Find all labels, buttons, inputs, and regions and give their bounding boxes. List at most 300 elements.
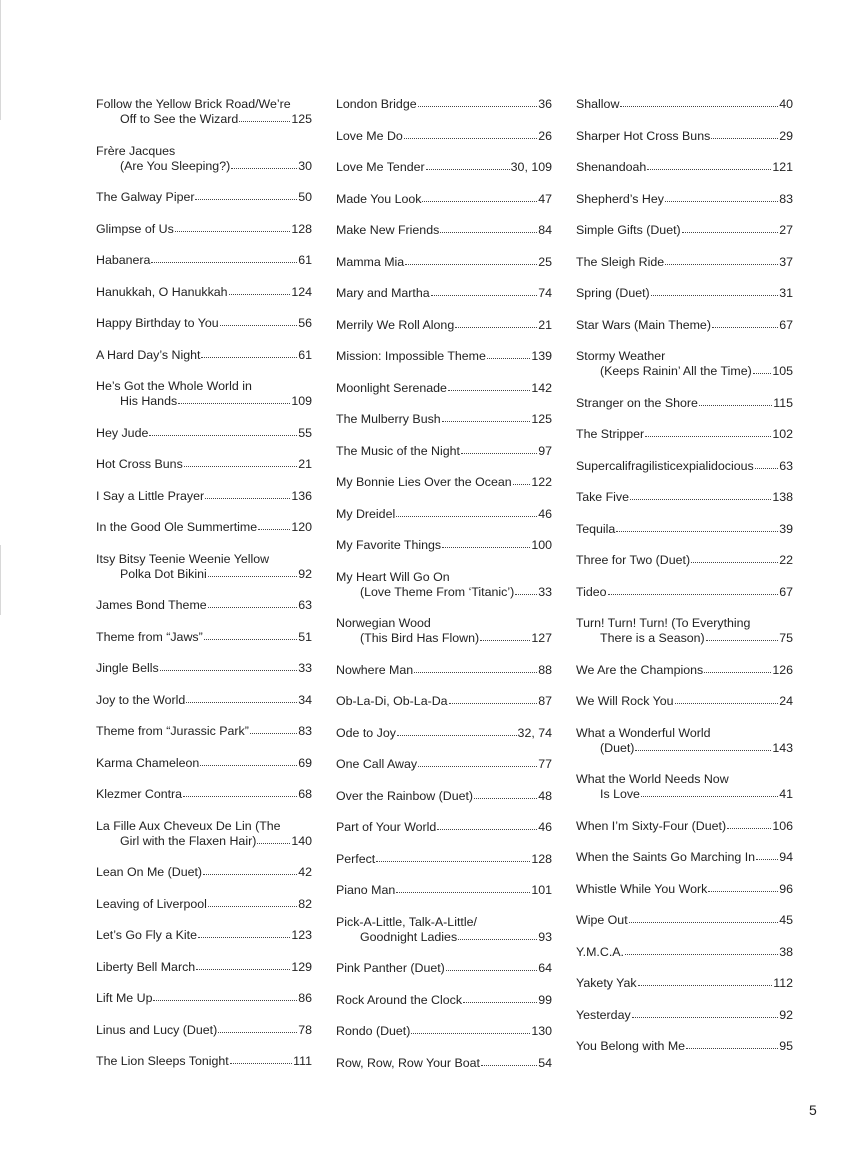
entry-page-number: 40 <box>779 97 793 111</box>
dot-leader <box>149 434 297 436</box>
entry-page-number: 33 <box>298 661 312 675</box>
dot-leader <box>455 326 537 328</box>
index-entry <box>576 585 793 600</box>
dot-leader <box>515 593 537 595</box>
dot-leader <box>258 528 290 530</box>
entry-page-number: 61 <box>298 253 312 267</box>
entry-page-number: 61 <box>298 347 312 362</box>
index-entry <box>576 819 793 834</box>
entry-page-number: 31 <box>779 286 793 300</box>
index-entry <box>576 882 793 897</box>
entry-title: He’s Got the Whole World in <box>96 379 252 393</box>
index-entry <box>96 661 312 676</box>
entry-page-number: 106 <box>772 818 793 833</box>
index-entry <box>576 726 793 756</box>
entry-title: Itsy Bitsy Teenie Weenie Yellow <box>96 551 270 566</box>
index-entry <box>336 97 552 112</box>
entry-title: Happy Birthday to You <box>96 316 219 330</box>
entry-title: Shallow <box>576 97 620 111</box>
entry-title: There is a Season) <box>600 631 705 645</box>
entry-page-number: 111 <box>293 1054 312 1068</box>
dot-leader <box>630 498 771 500</box>
entry-page-number: 41 <box>779 787 793 801</box>
dot-leader <box>665 263 778 265</box>
index-entry <box>96 426 312 441</box>
entry-page-number: 38 <box>779 944 793 959</box>
entry-title: Shepherd’s Hey <box>576 191 664 206</box>
entry-title: Nowhere Man <box>336 662 414 677</box>
entry-page-number: 86 <box>298 991 312 1005</box>
dot-leader <box>756 858 778 860</box>
dot-leader <box>186 701 297 703</box>
entry-title: Jingle Bells <box>96 661 159 675</box>
entry-title: Norwegian Wood <box>336 616 431 630</box>
entry-title: In the Good Ole Summertime <box>96 520 258 534</box>
dot-leader <box>487 357 530 359</box>
index-entry <box>96 724 312 739</box>
index-entry <box>96 457 312 472</box>
index-entry <box>576 160 793 175</box>
entry-page-number: 92 <box>779 1007 793 1022</box>
entry-page-number: 143 <box>772 740 793 755</box>
entry-title: Yakety Yak <box>576 976 637 990</box>
entry-title: One Call Away <box>336 757 418 771</box>
entry-page-number: 22 <box>779 553 793 567</box>
index-entry <box>336 883 552 898</box>
index-entry <box>336 538 552 553</box>
dot-leader <box>205 497 290 499</box>
index-entry <box>336 694 552 709</box>
entry-title: Mary and Martha <box>336 286 430 300</box>
dot-leader <box>638 984 773 986</box>
entry-page-number: 88 <box>538 662 552 677</box>
entry-title: Shenandoah <box>576 160 647 174</box>
entry-page-number: 122 <box>531 475 552 489</box>
entry-page-number: 32, 74 <box>517 725 552 740</box>
entry-title: My Heart Will Go On <box>336 569 450 584</box>
index-entry <box>576 1039 793 1054</box>
entry-title: Love Me Tender <box>336 160 425 174</box>
dot-leader <box>651 294 779 296</box>
entry-page-number: 21 <box>538 317 552 332</box>
entry-page-number: 99 <box>538 992 552 1007</box>
entry-title: Liberty Bell March <box>96 959 196 974</box>
dot-leader <box>753 372 772 374</box>
dot-leader <box>463 1001 537 1003</box>
dot-leader <box>422 200 537 202</box>
dot-leader <box>449 702 538 704</box>
entry-page-number: 120 <box>291 520 312 534</box>
index-entry <box>336 349 552 364</box>
entry-title: When the Saints Go Marching In <box>576 850 756 864</box>
entry-title: Off to See the Wizard <box>120 112 239 126</box>
entry-title: Sharper Hot Cross Buns <box>576 128 711 143</box>
dot-leader <box>203 873 297 875</box>
dot-leader <box>404 137 537 139</box>
entry-page-number: 46 <box>538 506 552 521</box>
entry-page-number: 125 <box>291 112 312 126</box>
index-entry <box>576 223 793 238</box>
entry-title: Tequila <box>576 521 616 536</box>
entry-title: Star Wars (Main Theme) <box>576 317 711 332</box>
entry-title: Rock Around the Clock <box>336 992 463 1007</box>
entry-page-number: 29 <box>779 128 793 143</box>
entry-title: We Are the Champions <box>576 662 704 677</box>
index-entry <box>96 379 312 409</box>
entry-page-number: 50 <box>298 190 312 204</box>
entry-title: Make New Friends <box>336 223 440 237</box>
entry-title: Habanera <box>96 253 151 267</box>
index-entry <box>96 1054 312 1069</box>
entry-title: Hey Jude <box>96 425 149 440</box>
dot-leader <box>196 968 290 970</box>
entry-title: Simple Gifts (Duet) <box>576 223 681 237</box>
dot-leader <box>208 606 298 608</box>
entry-title: Hanukkah, O Hanukkah <box>96 284 228 299</box>
dot-leader <box>418 765 537 767</box>
entry-title: Girl with the Flaxen Hair) <box>120 833 257 848</box>
entry-title: The Galway Piper <box>96 190 195 204</box>
dot-leader <box>204 638 297 640</box>
entry-page-number: 69 <box>298 755 312 770</box>
index-entry <box>336 223 552 238</box>
entry-page-number: 26 <box>538 128 552 143</box>
dot-leader <box>411 1032 530 1034</box>
entry-title: Tideo <box>576 584 607 599</box>
index-entry <box>576 553 793 568</box>
index-entry <box>96 520 312 535</box>
page-edge-mark <box>0 545 1 615</box>
entry-title: (This Bird Has Flown) <box>360 631 480 645</box>
dot-leader <box>629 921 779 923</box>
entry-page-number: 94 <box>779 850 793 864</box>
entry-title: Frère Jacques <box>96 143 176 158</box>
entry-title: My Bonnie Lies Over the Ocean <box>336 475 512 489</box>
entry-page-number: 83 <box>779 191 793 206</box>
entry-page-number: 21 <box>298 457 312 471</box>
entry-page-number: 33 <box>538 584 552 599</box>
dot-leader <box>208 905 297 907</box>
dot-leader <box>229 293 291 295</box>
index-entry <box>336 663 552 678</box>
index-entry <box>96 348 312 363</box>
entry-page-number: 129 <box>291 959 312 974</box>
dot-leader <box>691 561 778 563</box>
entry-page-number: 82 <box>298 896 312 911</box>
entry-title: Theme from “Jaws” <box>96 629 203 644</box>
entry-title: Is Love <box>600 787 640 801</box>
entry-title: His Hands <box>120 394 178 408</box>
dot-leader <box>218 1031 297 1033</box>
dot-leader <box>704 671 771 673</box>
index-entry <box>576 522 793 537</box>
index-column-1 <box>96 97 312 1086</box>
index-entry <box>96 1023 312 1038</box>
index-entry <box>336 789 552 804</box>
dot-leader <box>632 1016 779 1018</box>
entry-title: Theme from “Jurassic Park” <box>96 724 249 738</box>
index-entry <box>336 475 552 490</box>
entry-title: The Sleigh Ride <box>576 254 665 269</box>
entry-page-number: 95 <box>779 1039 793 1053</box>
entry-title: La Fille Aux Cheveux De Lin (The <box>96 818 281 833</box>
entry-title: Goodnight Ladies <box>360 929 458 944</box>
index-entry <box>576 850 793 865</box>
dot-leader <box>665 200 778 202</box>
entry-title: Piano Man <box>336 883 396 897</box>
index-entry <box>336 381 552 396</box>
index-entry <box>336 1024 552 1039</box>
entry-page-number: 77 <box>538 757 552 771</box>
entry-page-number: 142 <box>531 380 552 395</box>
entry-page-number: 68 <box>298 787 312 801</box>
entry-page-number: 30 <box>298 158 312 173</box>
entry-page-number: 51 <box>298 629 312 644</box>
dot-leader <box>195 198 297 200</box>
dot-leader <box>414 671 537 673</box>
index-entry <box>96 960 312 975</box>
entry-title: Ob-La-Di, Ob-La-Da <box>336 694 448 708</box>
entry-page-number: 138 <box>772 490 793 504</box>
dot-leader <box>647 168 771 170</box>
entry-title: Supercalifragilisticexpialidocious <box>576 458 754 473</box>
entry-title: Stranger on the Shore <box>576 395 698 410</box>
index-entry <box>576 772 793 802</box>
entry-title: Mamma Mia <box>336 254 405 269</box>
dot-leader <box>208 575 297 577</box>
entry-title: Linus and Lucy (Duet) <box>96 1022 218 1037</box>
dot-leader <box>198 936 290 938</box>
index-entry <box>96 630 312 645</box>
dot-leader <box>257 842 290 844</box>
dot-leader <box>625 953 778 955</box>
entry-page-number: 128 <box>531 851 552 866</box>
entry-page-number: 67 <box>779 317 793 332</box>
entry-title: Glimpse of Us <box>96 221 174 236</box>
index-entry <box>96 693 312 708</box>
entry-page-number: 109 <box>291 394 312 408</box>
entry-title: Over the Rainbow (Duet) <box>336 788 474 803</box>
index-entry <box>336 507 552 522</box>
entry-page-number: 127 <box>531 631 552 645</box>
entry-title: Made You Look <box>336 191 422 206</box>
index-entry <box>336 993 552 1008</box>
index-entry <box>336 961 552 976</box>
index-entry <box>96 819 312 849</box>
index-entry <box>336 444 552 459</box>
entry-title: The Stripper <box>576 427 645 441</box>
entry-title: Perfect <box>336 851 376 866</box>
entry-title: Love Me Do <box>336 128 403 143</box>
index-entry <box>576 976 793 991</box>
dot-leader <box>686 1047 778 1049</box>
dot-leader <box>250 732 297 734</box>
entry-title: Yesterday <box>576 1007 631 1022</box>
dot-leader <box>635 749 771 751</box>
dot-leader <box>178 402 290 404</box>
entry-page-number: 96 <box>779 881 793 896</box>
dot-leader <box>440 231 537 233</box>
entry-title: Let’s Go Fly a Kite <box>96 928 198 942</box>
entry-page-number: 100 <box>531 538 552 552</box>
entry-page-number: 46 <box>538 820 552 834</box>
dot-leader <box>708 890 778 892</box>
index-entry <box>336 318 552 333</box>
entry-title: Whistle While You Work <box>576 881 708 896</box>
entry-page-number: 121 <box>772 160 793 174</box>
entry-page-number: 130 <box>531 1024 552 1038</box>
dot-leader <box>231 167 297 169</box>
entry-title: Row, Row, Row Your Boat <box>336 1055 480 1070</box>
entry-title: Lean On Me (Duet) <box>96 865 203 879</box>
entry-title: My Dreidel <box>336 506 396 521</box>
entry-title: The Mulberry Bush <box>336 412 441 426</box>
index-entry <box>96 928 312 943</box>
entry-page-number: 112 <box>773 976 793 990</box>
entry-page-number: 97 <box>538 443 552 458</box>
index-entry <box>96 865 312 880</box>
dot-leader <box>608 593 779 595</box>
index-entry <box>336 129 552 144</box>
entry-title: My Favorite Things <box>336 538 442 552</box>
index-entry <box>576 1008 793 1023</box>
index-entry <box>96 190 312 205</box>
entry-page-number: 24 <box>779 694 793 708</box>
entry-title: Turn! Turn! Turn! (To Everything <box>576 616 751 630</box>
entry-title: Pink Panther (Duet) <box>336 961 445 975</box>
index-entry <box>336 570 552 600</box>
entry-page-number: 63 <box>779 458 793 473</box>
entry-title: Stormy Weather <box>576 349 666 363</box>
entry-title: (Duet) <box>600 740 635 755</box>
entry-page-number: 54 <box>538 1055 552 1070</box>
entry-page-number: 101 <box>531 883 552 897</box>
entry-page-number: 48 <box>538 788 552 803</box>
entry-page-number: 93 <box>538 929 552 944</box>
entry-page-number: 128 <box>291 221 312 236</box>
index-entry <box>96 897 312 912</box>
entry-title: Ode to Joy <box>336 725 396 740</box>
index-entry <box>576 129 793 144</box>
dot-leader <box>480 639 530 641</box>
index-entry <box>96 144 312 174</box>
dot-leader <box>620 105 778 107</box>
dot-leader <box>160 669 298 671</box>
index-entry <box>576 286 793 301</box>
index-entry <box>576 396 793 411</box>
dot-leader <box>396 515 537 517</box>
entry-title: Three for Two (Duet) <box>576 553 691 567</box>
index-entry <box>96 756 312 771</box>
entry-page-number: 136 <box>291 488 312 503</box>
dot-leader <box>184 465 297 467</box>
entry-page-number: 83 <box>298 724 312 738</box>
entry-page-number: 56 <box>298 316 312 330</box>
entry-title: Karma Chameleon <box>96 755 200 770</box>
dot-leader <box>699 404 772 406</box>
entry-title: Leaving of Liverpool <box>96 896 207 911</box>
entry-title: Take Five <box>576 490 630 504</box>
index-entry <box>576 97 793 112</box>
entry-title: (Keeps Rainin’ All the Time) <box>600 364 752 378</box>
index-entry <box>96 97 312 127</box>
entry-title: Polka Dot Bikini <box>120 566 207 581</box>
index-entry <box>96 222 312 237</box>
index-entry <box>576 459 793 474</box>
dot-leader <box>446 969 537 971</box>
entry-page-number: 75 <box>779 631 793 645</box>
entry-page-number: 123 <box>291 928 312 942</box>
index-entry <box>576 255 793 270</box>
entry-page-number: 64 <box>538 961 552 975</box>
dot-leader <box>448 389 530 391</box>
dot-leader <box>376 860 530 862</box>
entry-title: Wipe Out <box>576 913 628 927</box>
dot-leader <box>645 435 771 437</box>
index-entry <box>336 726 552 741</box>
dot-leader <box>481 1064 537 1066</box>
index-entry <box>576 427 793 442</box>
index-entry <box>336 160 552 175</box>
dot-leader <box>641 795 778 797</box>
entry-title: A Hard Day’s Night <box>96 347 201 362</box>
index-entry <box>576 945 793 960</box>
entry-page-number: 34 <box>298 692 312 707</box>
entry-title: What a Wonderful World <box>576 725 711 740</box>
dot-leader <box>513 483 531 485</box>
dot-leader <box>706 639 779 641</box>
dot-leader <box>201 356 297 358</box>
index-entry <box>576 318 793 333</box>
entry-page-number: 67 <box>779 584 793 599</box>
entry-title: Y.M.C.A. <box>576 944 624 959</box>
dot-leader <box>230 1062 292 1064</box>
entry-page-number: 42 <box>298 865 312 879</box>
index-entry <box>96 787 312 802</box>
entry-title: (Love Theme From ‘Titanic’) <box>360 584 515 599</box>
entry-title: London Bridge <box>336 97 417 111</box>
dot-leader <box>682 231 779 233</box>
index-entry <box>96 285 312 300</box>
index-entry <box>96 489 312 504</box>
entry-page-number: 125 <box>531 412 552 426</box>
dot-leader <box>727 827 771 829</box>
entry-page-number: 124 <box>291 284 312 299</box>
index-entry <box>576 349 793 379</box>
dot-leader <box>616 530 778 532</box>
dot-leader <box>711 137 778 139</box>
entry-title: What the World Needs Now <box>576 772 729 786</box>
entry-page-number: 126 <box>772 662 793 677</box>
entry-title: Hot Cross Buns <box>96 457 183 471</box>
entry-page-number: 37 <box>779 254 793 269</box>
dot-leader <box>418 105 538 107</box>
dot-leader <box>183 795 297 797</box>
dot-leader <box>755 467 779 469</box>
entry-title: Joy to the World <box>96 692 186 707</box>
entry-title: You Belong with Me <box>576 1039 686 1053</box>
entry-page-number: 36 <box>538 97 552 111</box>
dot-leader <box>474 797 537 799</box>
entry-page-number: 115 <box>773 395 793 410</box>
entry-page-number: 47 <box>538 191 552 206</box>
index-entry <box>336 255 552 270</box>
entry-title: The Music of the Night <box>336 443 460 458</box>
dot-leader <box>239 120 290 122</box>
dot-leader <box>461 452 537 454</box>
entry-title: We Will Rock You <box>576 694 674 708</box>
entry-page-number: 87 <box>538 694 552 708</box>
